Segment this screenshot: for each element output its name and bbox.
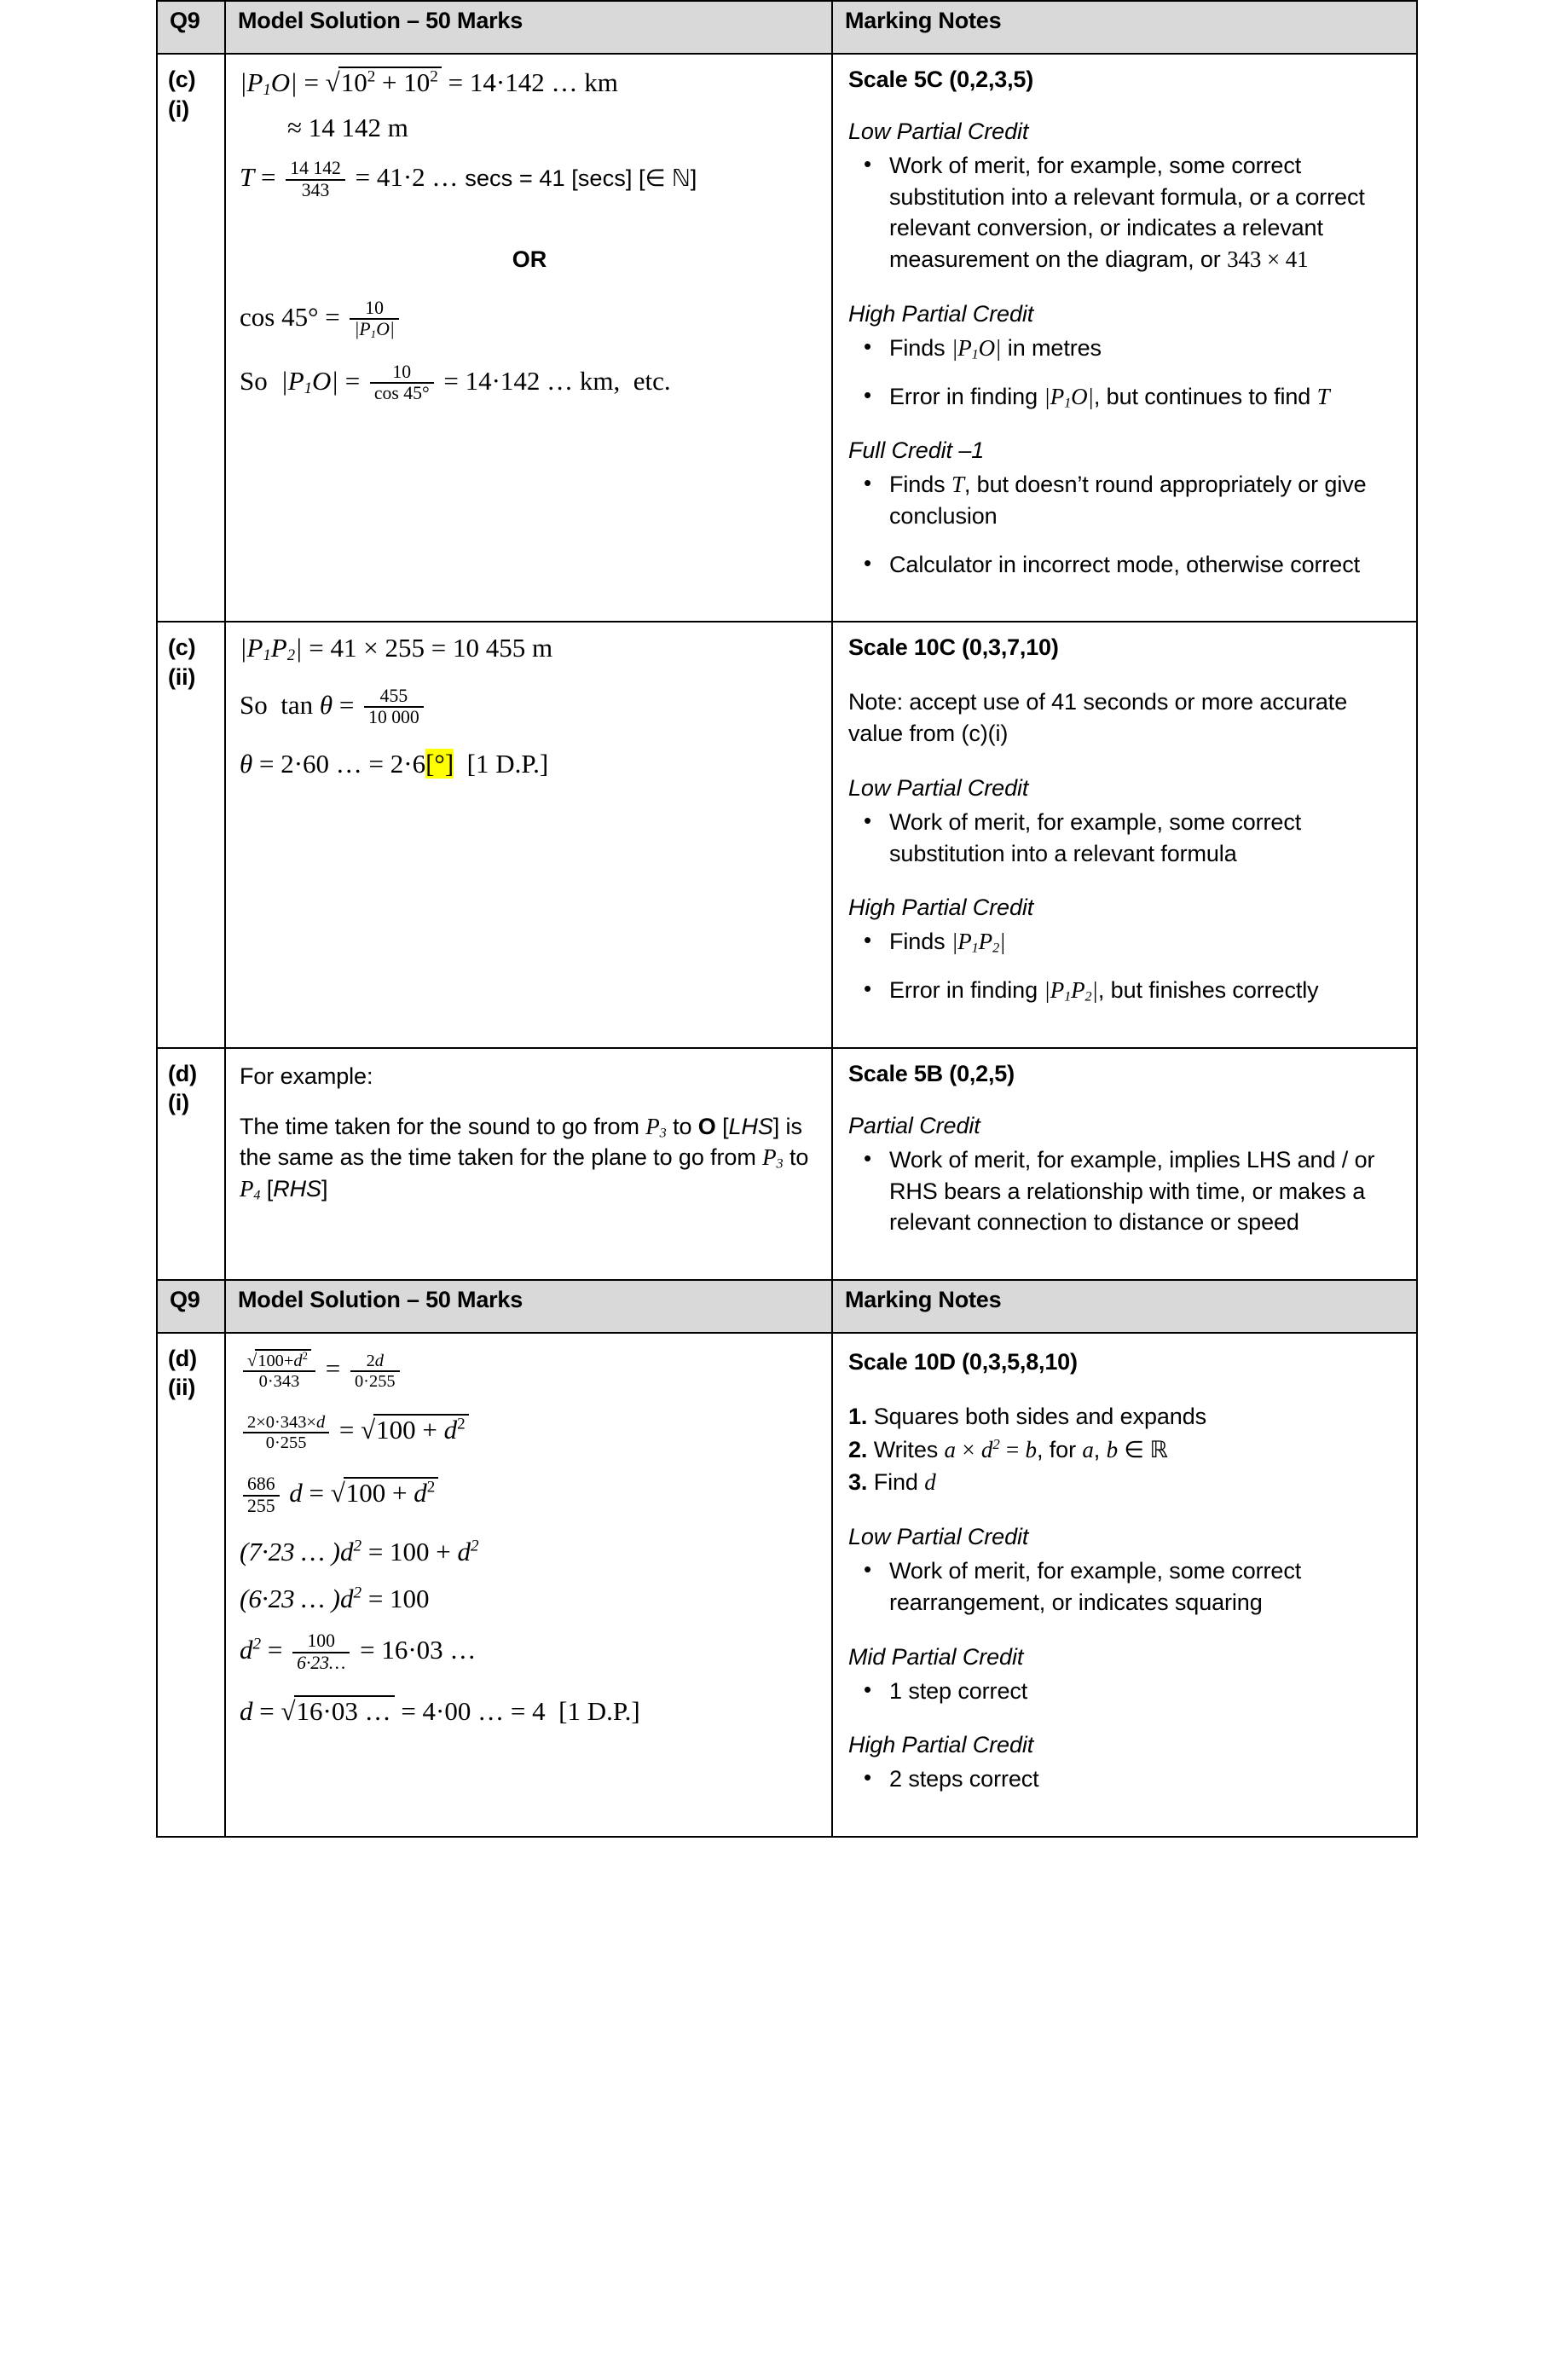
table-row xyxy=(157,1048,1417,1280)
credit-bullets-high xyxy=(848,333,1403,412)
credit-heading-high: High Partial Credit xyxy=(848,895,1034,921)
row-label-subpart: (i) xyxy=(168,1090,189,1116)
equation-time-T: T = $\frac{14 142}{343}$ = 41·2 … secs = 41 [secs] [∈ ℕ] xyxy=(240,158,697,200)
step-number: 1. xyxy=(848,1403,868,1429)
equation-p1o-metres: ≈ 14 142 m xyxy=(287,112,408,142)
row-label-part: (d) xyxy=(168,1060,197,1086)
list-item: • Work of merit, for example, some correct substitution into a relevant formula, or a correct relevant conversion, or indicates a relevant measurement on the diagram, or 343 × 41 xyxy=(889,150,1403,275)
header-cell-model xyxy=(225,1280,832,1333)
header-question-label: Q9 xyxy=(170,8,200,33)
model-solution-c-i xyxy=(225,54,832,622)
list-item: • 2 steps correct xyxy=(889,1763,1403,1795)
row-label-c-i xyxy=(157,54,225,622)
table-header-row xyxy=(157,1,1417,54)
header-question-label: Q9 xyxy=(170,1286,200,1312)
equation-d-squared-value: $d^2$ = $\frac{100}{6\cdot 23\dots}$ = 16·03 … xyxy=(240,1630,477,1673)
list-item: • Finds $|P_1O|$ in metres xyxy=(889,333,1403,364)
row-label-subpart: (ii) xyxy=(168,1375,196,1401)
model-solution-c-ii xyxy=(225,622,832,1047)
credit-bullets-mid xyxy=(848,1676,1403,1707)
required-steps-list xyxy=(848,1401,1403,1498)
list-item: • Work of merit, for example, implies LHS and / or RHS bears a relationship with time, or makes a relevant connection to distance or speed xyxy=(889,1144,1403,1238)
credit-heading-full: Full Credit –1 xyxy=(848,437,985,464)
row-label-d-ii xyxy=(157,1333,225,1837)
accept-note: Note: accept use of 41 seconds or more accurate value from (c)(i) xyxy=(848,689,1348,747)
list-item: • Error in finding $|P_1P_2|$, but finishes correctly xyxy=(889,975,1403,1006)
credit-bullets-high xyxy=(848,926,1403,1005)
credit-heading-high: High Partial Credit xyxy=(848,300,1034,327)
list-item: • Finds T, but doesn’t round appropriately or give conclusion xyxy=(889,469,1403,531)
list-item: • Error in finding $|P_1O|$, but continues to find T xyxy=(889,381,1403,413)
row-label-part: (c) xyxy=(168,67,196,92)
list-item: 2. Writes $a \times d^2 = b$, for a, b ∈ ℝ xyxy=(848,1435,1168,1462)
row-label-c-ii xyxy=(157,622,225,1047)
header-notes-label: Marking Notes xyxy=(845,8,1002,33)
list-item: 3. Find d xyxy=(848,1469,936,1496)
row-label-d-i xyxy=(157,1048,225,1280)
equation-rearranged: $\frac{2\times 0\cdot 343\times d}{0\cdot 255}$ = $√100 + d^2$ xyxy=(240,1413,819,1452)
equation-ratio-speeds: $\frac{√100+d^2}{0\cdot 343}$ = $\frac{2d}{0\cdot 255}$ xyxy=(240,1349,819,1391)
credit-heading-high: High Partial Credit xyxy=(848,1732,1034,1758)
header-cell-model xyxy=(225,1,832,54)
credit-bullets-full xyxy=(848,469,1403,580)
marking-notes-c-i xyxy=(832,54,1417,622)
credit-heading-low: Low Partial Credit xyxy=(848,1524,1029,1550)
list-item: • Calculator in incorrect mode, otherwise correct xyxy=(889,549,1403,581)
row-label-part: (c) xyxy=(168,634,196,661)
equation-theta-value: θ = 2·60 … = 2·6[°] [1 D.P.] xyxy=(240,748,549,779)
list-item: 1. Squares both sides and expands xyxy=(848,1403,1207,1429)
list-item: • 1 step correct xyxy=(889,1676,1403,1707)
highlighted-degree-marker: [°] xyxy=(425,748,454,779)
credit-bullets-low xyxy=(848,150,1403,275)
model-solution-d-ii xyxy=(225,1333,832,1837)
credit-heading-mid: Mid Partial Credit xyxy=(848,1643,1024,1670)
credit-bullets-low xyxy=(848,807,1403,869)
scale-title: Scale 5B (0,2,5) xyxy=(848,1060,1015,1086)
list-item: • Work of merit, for example, some correct substitution into a relevant formula xyxy=(889,807,1403,869)
equation-p1o-from-cos: So $|P_1O|$ = $\frac{10}{\cos 45^\circ}$ = 14·142 … km, etc. xyxy=(240,361,671,404)
alternative-method-divider: OR xyxy=(512,246,547,272)
table-row xyxy=(157,622,1417,1047)
marking-notes-d-i xyxy=(832,1048,1417,1280)
credit-heading-low: Low Partial Credit xyxy=(848,774,1029,801)
scale-title: Scale 5C (0,2,3,5) xyxy=(848,67,1034,92)
header-cell-question xyxy=(157,1280,225,1333)
credit-heading-partial: Partial Credit xyxy=(848,1112,980,1138)
equation-tan-theta: So tan θ = $\frac{455}{10 000}$ xyxy=(240,686,819,728)
marking-notes-c-ii xyxy=(832,622,1417,1047)
scale-title: Scale 10D (0,3,5,8,10) xyxy=(848,1348,1078,1375)
header-notes-label: Marking Notes xyxy=(845,1286,1002,1312)
list-item: • Finds $|P_1P_2|$ xyxy=(889,926,1403,958)
statement-text: The time taken for the sound to go from $P_3$ to O [LHS] is the same as the time taken for the plane to go from $P_3$ to $P_4$ [RHS] xyxy=(240,1113,809,1203)
equation-squared-623: (6·23 … )$d^2 = 100$ xyxy=(240,1583,430,1613)
credit-bullets-partial xyxy=(848,1144,1403,1238)
marking-scheme-table xyxy=(156,0,1418,1838)
header-model-label: Model Solution – 50 Marks xyxy=(238,8,523,33)
table-header-row-repeat xyxy=(157,1280,1417,1333)
header-cell-question xyxy=(157,1,225,54)
equation-p1o-pythagoras: $|P_1O| = √10^2 + 10^2 = 14\cdot 142$ … km xyxy=(240,67,618,100)
credit-bullets-low xyxy=(848,1555,1403,1618)
header-model-label: Model Solution – 50 Marks xyxy=(238,1286,523,1312)
equation-p1p2-distance: $|P_1P_2| = 41 \times 255 = 10$ 455 m xyxy=(240,633,553,665)
header-cell-notes xyxy=(832,1280,1417,1333)
credit-heading-low: Low Partial Credit xyxy=(848,119,1029,144)
equation-cos45: cos 45° = $\frac{10}{|P_1O|}$ xyxy=(240,298,819,340)
header-cell-notes xyxy=(832,1,1417,54)
step-number: 2. xyxy=(848,1436,868,1462)
equation-686-255: $\frac{686}{255}$ $d = √100 + d^2$ xyxy=(240,1474,819,1516)
row-label-subpart: (ii) xyxy=(168,664,196,691)
marking-notes-d-ii xyxy=(832,1333,1417,1837)
scale-title: Scale 10C (0,3,7,10) xyxy=(848,634,1059,661)
list-item: • Work of merit, for example, some correct rearrangement, or indicates squaring xyxy=(889,1555,1403,1618)
row-label-subpart: (i) xyxy=(168,96,189,122)
step-number: 3. xyxy=(848,1469,868,1496)
table-row xyxy=(157,1333,1417,1837)
equation-squared-723: (7·23 … )$d^2 = 100 + d^2$ xyxy=(240,1537,479,1567)
table-row xyxy=(157,54,1417,622)
credit-bullets-high xyxy=(848,1763,1403,1795)
for-example-label: For example: xyxy=(240,1063,373,1089)
row-label-part: (d) xyxy=(168,1345,197,1371)
model-solution-d-i xyxy=(225,1048,832,1280)
equation-d-final: d = √16·03 … = 4·00 … = 4 [1 D.P.] xyxy=(240,1696,640,1727)
